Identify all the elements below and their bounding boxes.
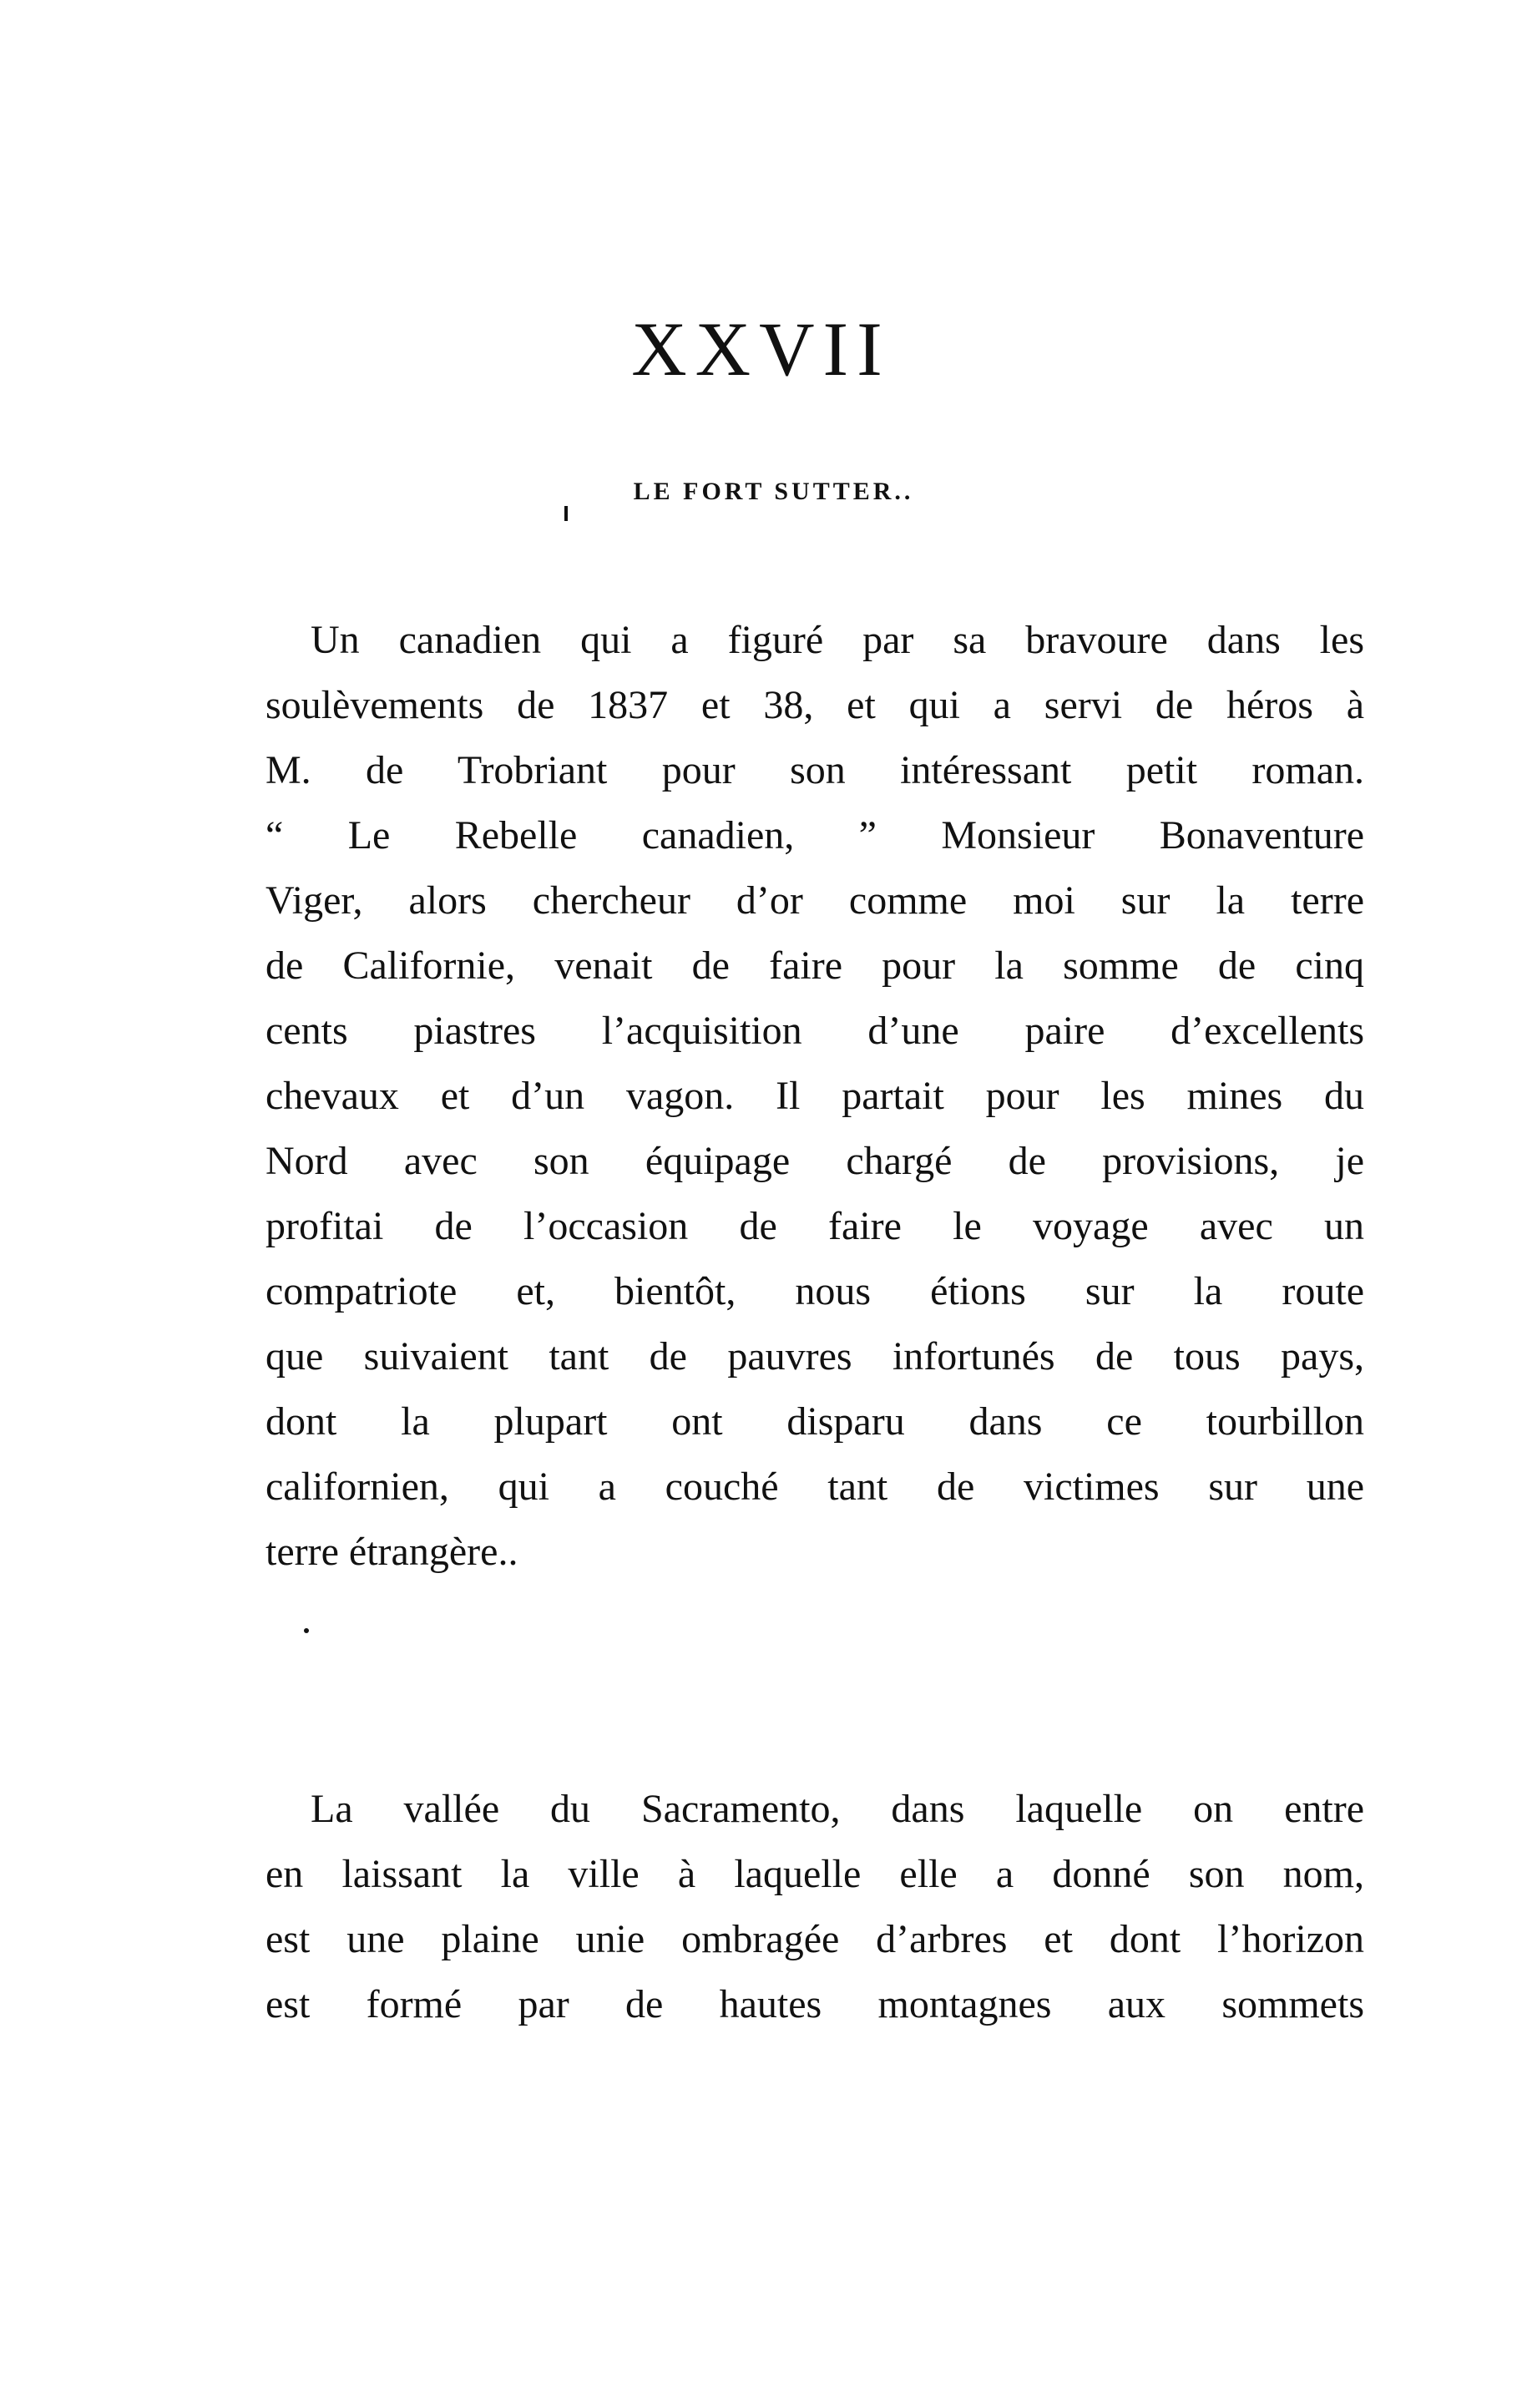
text-line: cents piastres l’acquisition d’une paire d’excellents	[265, 1009, 1364, 1053]
text-line: profitai de l’occasion de faire le voyage avec un	[265, 1204, 1364, 1248]
text-line: M. de Trobriant pour son intéressant petit roman.	[265, 748, 1364, 792]
text-line: est une plaine unie ombragée d’arbres et dont l’horizon	[265, 1917, 1364, 1961]
text-line: de Californie, venait de faire pour la somme de cinq	[265, 943, 1364, 988]
text-line: Viger, alors chercheur d’or comme moi sur la terre	[265, 878, 1364, 923]
text-line: “ Le Rebelle canadien, ” Monsieur Bonaventure	[265, 813, 1364, 857]
text-line: est formé par de hautes montagnes aux sommets	[265, 1982, 1364, 2026]
text-line: La vallée du Sacramento, dans laquelle on entre	[311, 1787, 1364, 1831]
paragraph-2	[265, 1777, 1364, 2037]
text-line: Nord avec son équipage chargé de provisions, je	[265, 1139, 1364, 1183]
text-line: en laissant la ville à laquelle elle a donné son nom,	[265, 1852, 1364, 1896]
chapter-number: XXVII	[631, 306, 891, 392]
text-line: Un canadien qui a figuré par sa bravoure dans les	[311, 618, 1364, 662]
text-line: compatriote et, bientôt, nous étions sur la route	[265, 1269, 1364, 1313]
print-dot	[304, 1628, 309, 1633]
print-speck	[564, 506, 568, 521]
text-line: dont la plupart ont disparu dans ce tourbillon	[265, 1399, 1364, 1444]
paragraph-1	[265, 608, 1364, 1585]
chapter-title: LE FORT SUTTER..	[633, 478, 914, 505]
text-line: chevaux et d’un vagon. Il partait pour les mines du	[265, 1074, 1364, 1118]
text-line: soulèvements de 1837 et 38, et qui a servi de héros à	[265, 683, 1364, 727]
text-line: terre étrangère..	[265, 1530, 518, 1574]
text-line: californien, qui a couché tant de victimes sur une	[265, 1465, 1364, 1509]
text-line: que suivaient tant de pauvres infortunés de tous pays,	[265, 1334, 1364, 1379]
